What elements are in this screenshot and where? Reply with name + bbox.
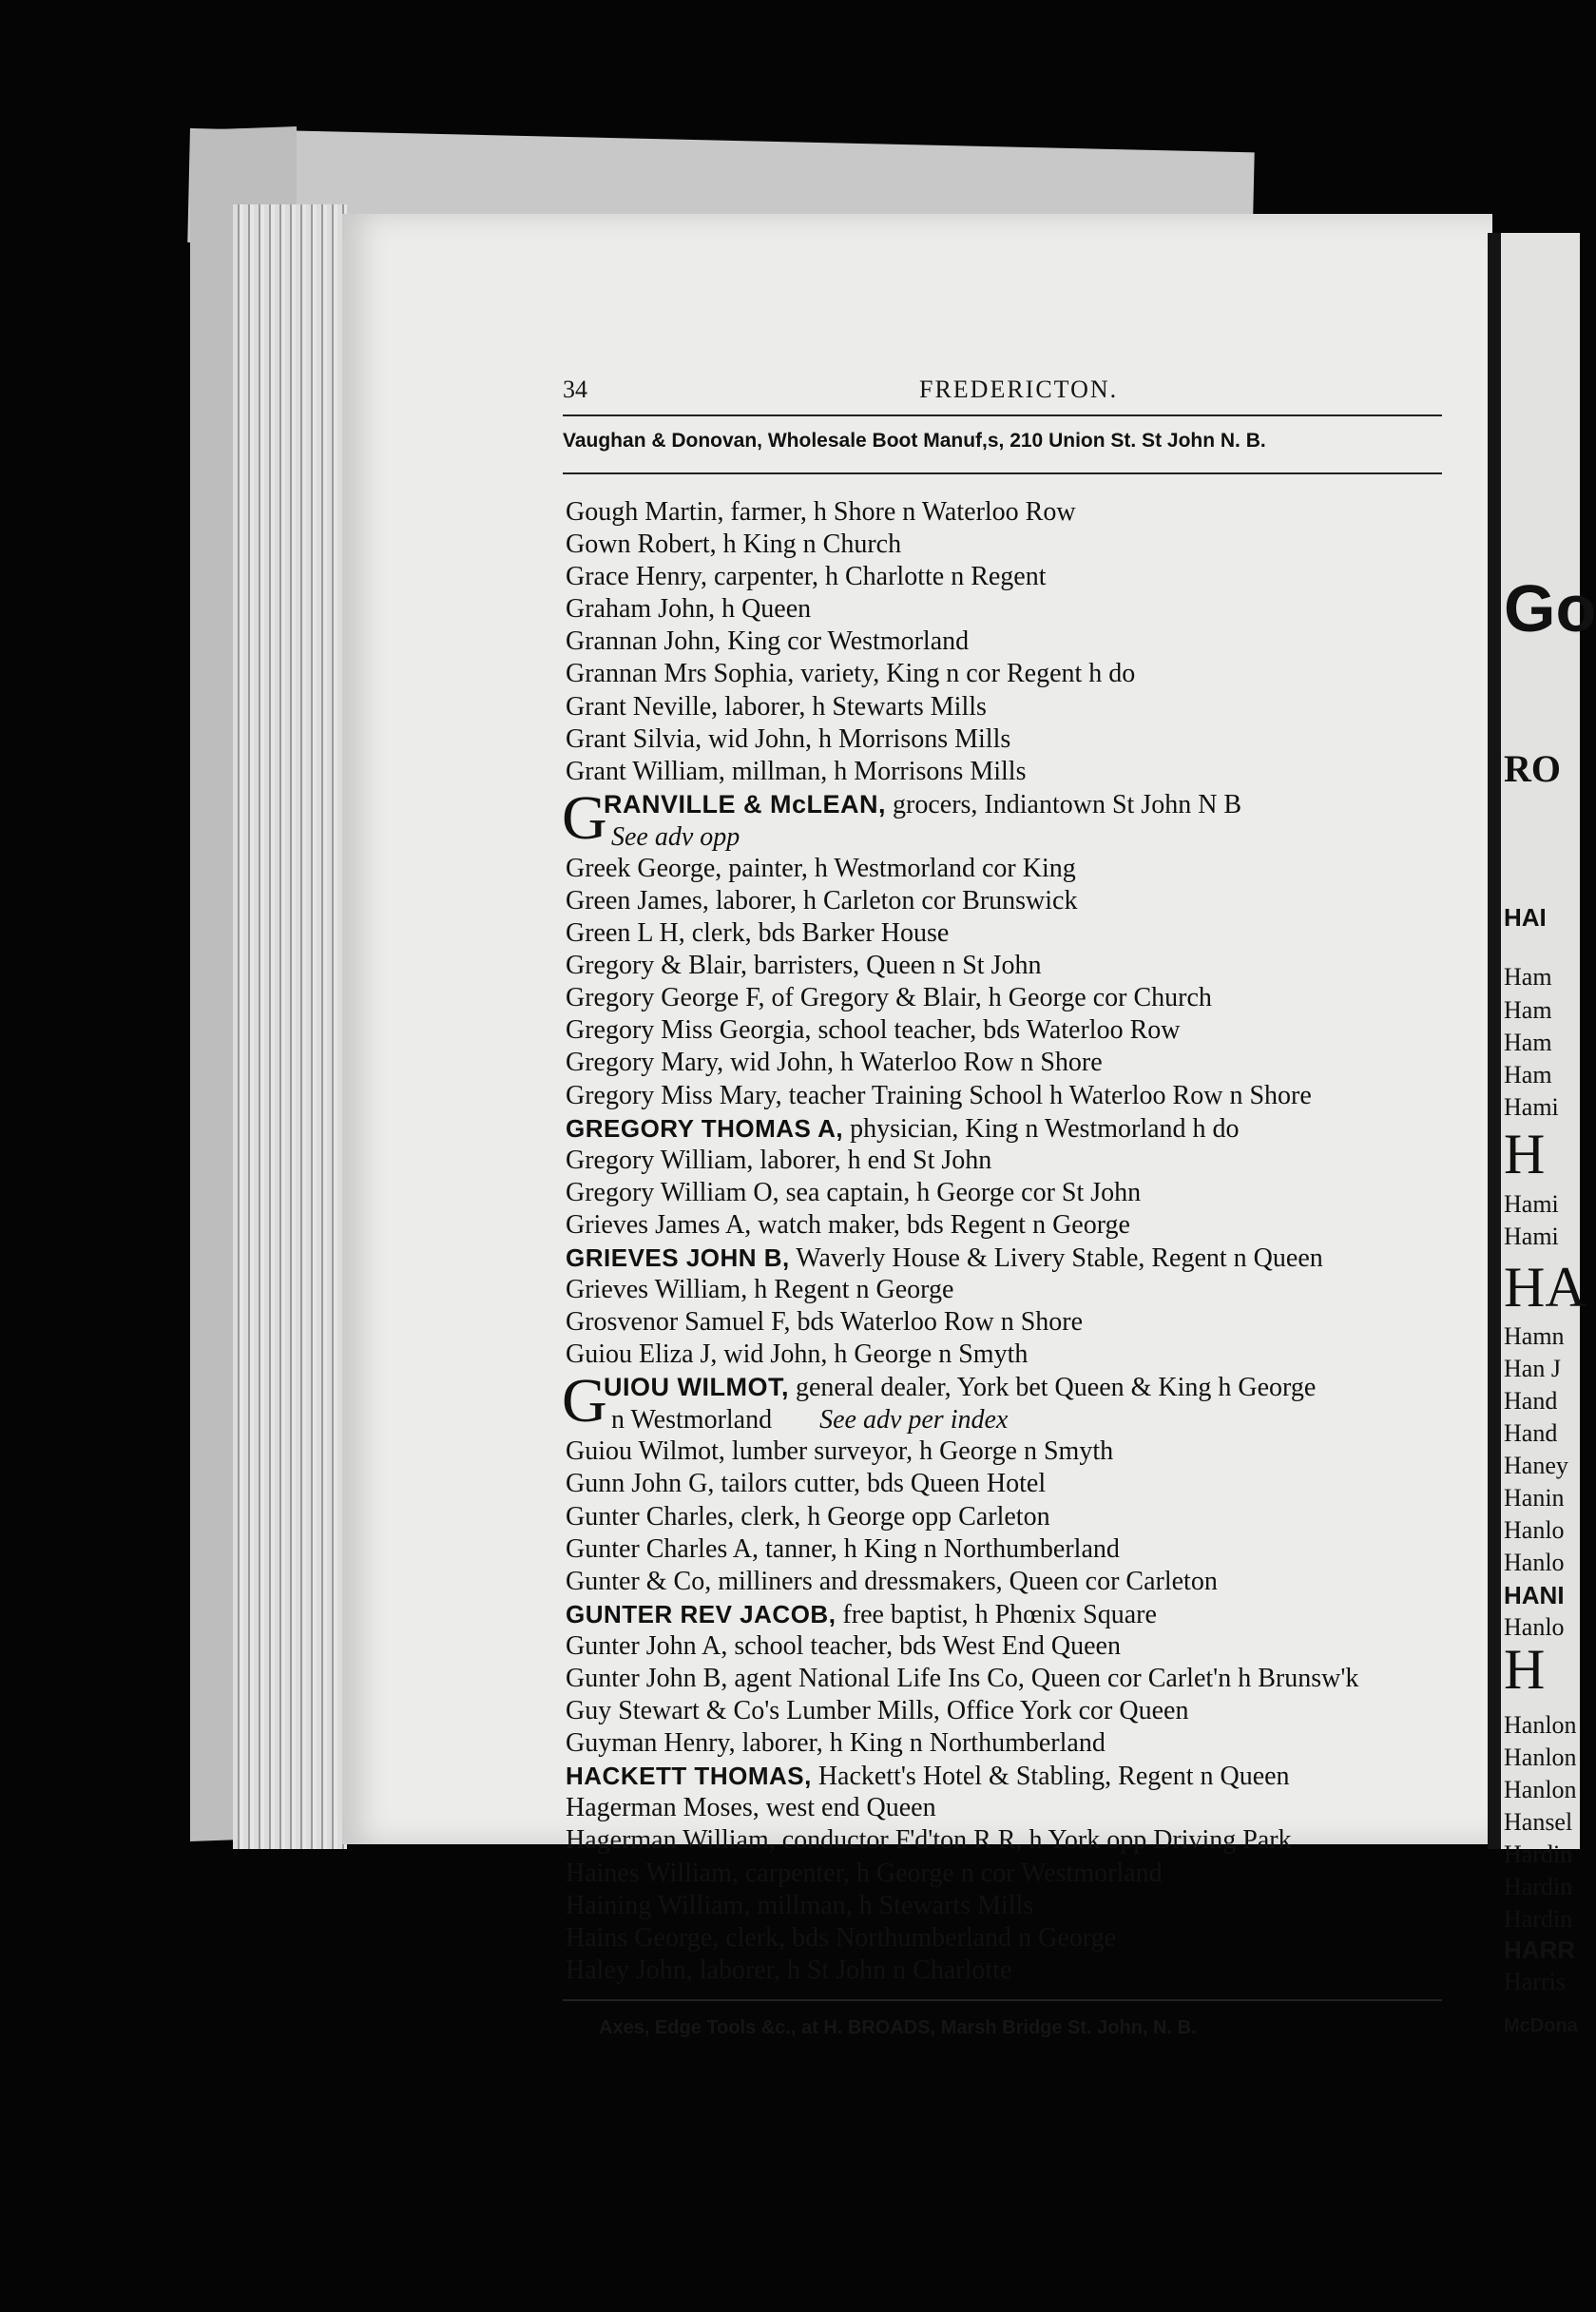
list-item: Haines William, carpenter, h George n cor Westmorland xyxy=(566,1858,1163,1888)
list-item: Guiou Eliza J, wid John, h George n Smyth xyxy=(566,1339,1029,1370)
facing-page-fragment: HA xyxy=(1504,1256,1586,1319)
list-item: Gregory George F, of Gregory & Blair, h George cor Church xyxy=(566,983,1212,1013)
bottom-advertisement: Axes, Edge Tools &c., at H. BROADS, Marsh Bridge St. John, N. B. xyxy=(599,2017,1197,2038)
list-item: Grannan John, King cor Westmorland xyxy=(566,626,970,657)
facing-page-fragment: H xyxy=(1504,1638,1546,1701)
facing-page-fragment: Hanlo xyxy=(1504,1549,1565,1576)
facing-page-fragment: Ham xyxy=(1504,963,1552,991)
list-item: Grannan Mrs Sophia, variety, King n cor Regent h do xyxy=(566,659,1136,689)
list-item: Grant William, millman, h Morrisons Mills xyxy=(566,756,1027,786)
facing-page-fragment: Hamn xyxy=(1504,1322,1565,1350)
facing-page-fragment: Harris xyxy=(1504,1968,1566,1995)
list-item: Green James, laborer, h Carleton cor Brunswick xyxy=(566,885,1078,915)
list-item: Greek George, painter, h Westmorland cor King xyxy=(566,853,1076,883)
facing-page-fragment: Hardin xyxy=(1504,1873,1573,1900)
facing-page-fragment: Hardin xyxy=(1504,1840,1573,1868)
header-rule xyxy=(563,414,1442,416)
list-item: GUNTER REV JACOB, free baptist, h Phœnix Square xyxy=(566,1599,1157,1629)
list-item: Gregory Miss Georgia, school teacher, bds Waterloo Row xyxy=(566,1015,1181,1046)
list-item: Grant Silvia, wid John, h Morrisons Mills xyxy=(566,723,1011,754)
list-item: Gregory William O, sea captain, h George cor St John xyxy=(566,1177,1142,1207)
list-item: Haley John, laborer, h St John n Charlotte xyxy=(566,1955,1012,1985)
list-item: HACKETT THOMAS, Hackett's Hotel & Stabling, Regent n Queen xyxy=(566,1762,1290,1792)
list-item: Gunter & Co, milliners and dressmakers, Queen cor Carleton xyxy=(566,1566,1218,1596)
list-item: Grieves William, h Regent n George xyxy=(566,1275,954,1305)
list-item: Hagerman William, conductor F'd'ton R R, h York opp Driving Park xyxy=(566,1825,1292,1856)
facing-page-fragment: HARR xyxy=(1504,1936,1576,1964)
list-item: Guy Stewart & Co's Lumber Mills, Office York cor Queen xyxy=(566,1696,1189,1726)
list-item: Guiou Wilmot, lumber surveyor, h George n Smyth xyxy=(566,1436,1114,1467)
list-item: Grieves James A, watch maker, bds Regent n George xyxy=(566,1209,1130,1240)
top-advertisement: Vaughan & Donovan, Wholesale Boot Manuf,s, 210 Union St. St John N. B. xyxy=(563,430,1266,452)
list-item: Grant Neville, laborer, h Stewarts Mills xyxy=(566,691,987,722)
page-header xyxy=(563,376,1439,404)
facing-page-fragment: Ham xyxy=(1504,996,1552,1024)
facing-page-fragment: Go xyxy=(1504,571,1596,645)
advert-reference: See adv per index xyxy=(819,1405,1009,1435)
list-item: Gough Martin, farmer, h Shore n Waterloo Row xyxy=(566,497,1076,527)
list-item: Gregory Mary, wid John, h Waterloo Row n Shore xyxy=(566,1048,1103,1078)
facing-page-fragment: Hami xyxy=(1504,1093,1559,1121)
facing-page-fragment: RO xyxy=(1504,747,1561,790)
display-entry-granville: G RANVILLE & McLEAN, grocers, Indiantown St John N B See adv opp xyxy=(562,782,1242,853)
list-item: Graham John, h Queen xyxy=(566,594,812,625)
facing-page-fragment: Hand xyxy=(1504,1419,1558,1447)
list-item: Gown Robert, h King n Church xyxy=(566,530,902,560)
list-item: Grace Henry, carpenter, h Charlotte n Regent xyxy=(566,562,1047,592)
advert-reference: See adv opp xyxy=(611,821,740,852)
facing-page-fragment: Hansel xyxy=(1504,1808,1573,1836)
list-item: Gunn John G, tailors cutter, bds Queen Hotel xyxy=(566,1469,1047,1499)
facing-page-fragment: Hami xyxy=(1504,1223,1559,1250)
facing-page-fragment: Ham xyxy=(1504,1061,1552,1089)
list-item: Gunter Charles, clerk, h George opp Carleton xyxy=(566,1501,1050,1532)
list-item: Hains George, clerk, bds Northumberland n George xyxy=(566,1922,1117,1953)
facing-page-fragment: Hanlon xyxy=(1504,1711,1577,1739)
list-item: Gunter Charles A, tanner, h King n Northumberland xyxy=(566,1533,1120,1564)
list-item: Grosvenor Samuel F, bds Waterloo Row n Shore xyxy=(566,1307,1084,1338)
list-item: Green L H, clerk, bds Barker House xyxy=(566,918,950,949)
list-item: Gregory Miss Mary, teacher Training School h Waterloo Row n Shore xyxy=(566,1080,1312,1110)
facing-page-fragment: Ham xyxy=(1504,1029,1552,1056)
facing-page-fragment: McDona xyxy=(1504,2015,1578,2036)
display-entry-guiou: G UIOU WILMOT, general dealer, York bet Queen & King h George n Westmorland See adv per index xyxy=(562,1366,1317,1436)
list-item: Haining William, millman, h Stewarts Mills xyxy=(566,1890,1034,1920)
list-item: Gunter John A, school teacher, bds West End Queen xyxy=(566,1630,1121,1661)
facing-page-fragment: Hand xyxy=(1504,1387,1558,1415)
ad-rule xyxy=(563,472,1442,474)
facing-page-fragment: Hanlo xyxy=(1504,1516,1565,1544)
facing-page-fragment: Han J xyxy=(1504,1355,1561,1382)
list-item: Guyman Henry, laborer, h King n Northumberland xyxy=(566,1728,1106,1759)
list-item: Hagerman Moses, west end Queen xyxy=(566,1793,936,1823)
directory-listing xyxy=(562,496,1445,1987)
facing-page-fragment: HAI xyxy=(1504,903,1547,932)
facing-page-fragment: Hami xyxy=(1504,1190,1559,1218)
page-number: 34 xyxy=(563,376,587,403)
list-item: Gregory William, laborer, h end St John xyxy=(566,1145,992,1175)
facing-page-fragment: Hanin xyxy=(1504,1484,1565,1512)
facing-page-fragment: HANI xyxy=(1504,1581,1565,1609)
facing-page-fragment: Hanlon xyxy=(1504,1744,1577,1771)
list-item: GRIEVES JOHN B, Waverly House & Livery Stable, Regent n Queen xyxy=(566,1243,1323,1273)
list-item: GREGORY THOMAS A, physician, King n Westmorland h do xyxy=(566,1113,1240,1144)
drop-cap: G xyxy=(562,782,607,853)
facing-page-fragment: Hardin xyxy=(1504,1905,1573,1933)
facing-page-fragment: Hanlon xyxy=(1504,1776,1577,1803)
drop-cap: G xyxy=(562,1366,607,1436)
running-title: FREDERICTON. xyxy=(919,376,1119,403)
footer-rule xyxy=(563,1999,1442,2001)
page-stack-edges xyxy=(233,204,347,1849)
facing-page-fragment: H xyxy=(1504,1123,1546,1185)
facing-page-fragment: Haney xyxy=(1504,1452,1568,1479)
facing-page-fragment: Hanlo xyxy=(1504,1613,1565,1641)
list-item: Gunter John B, agent National Life Ins Co, Queen cor Carlet'n h Brunsw'k xyxy=(566,1664,1359,1693)
list-item: Gregory & Blair, barristers, Queen n St John xyxy=(566,951,1042,981)
